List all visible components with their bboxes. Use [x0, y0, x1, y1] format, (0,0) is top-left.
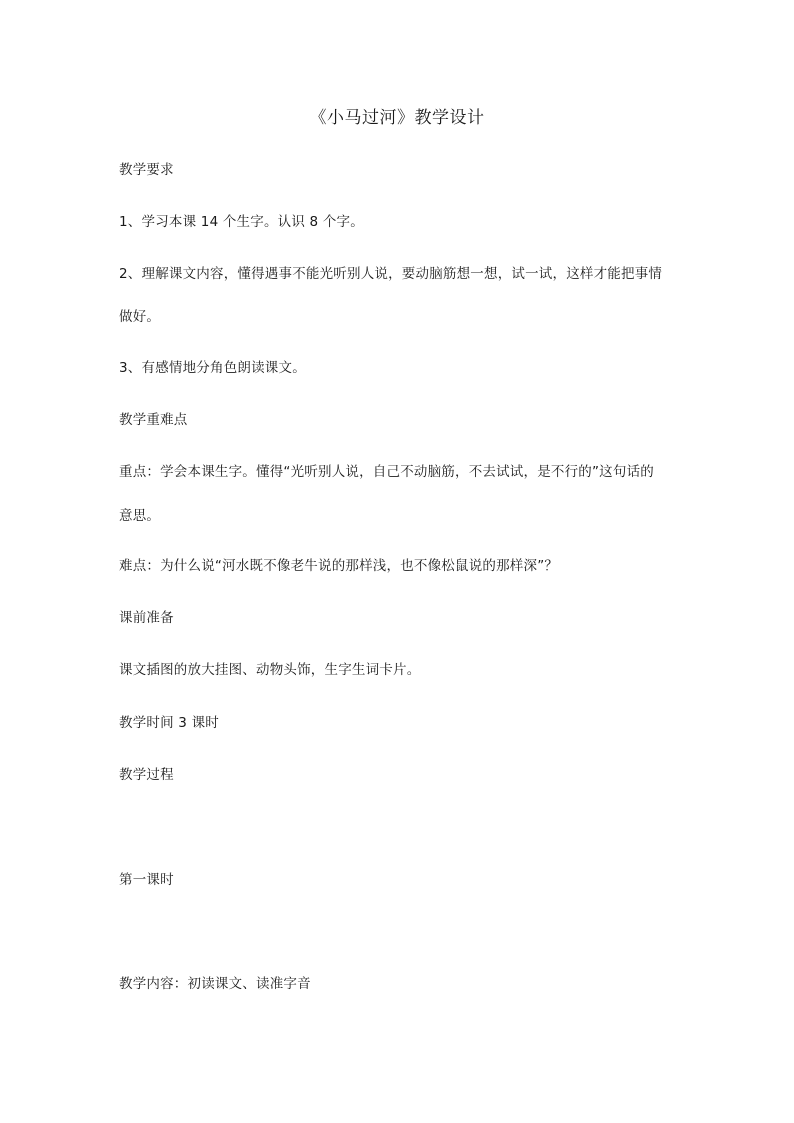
teaching-content: 教学内容：初读课文、读准字音 [119, 976, 311, 992]
heading-first-lesson: 第一课时 [119, 872, 174, 888]
difficult-point: 难点：为什么说“河水既不像老牛说的那样浅，也不像松鼠说的那样深”？ [119, 558, 559, 574]
preparation-content: 课文插图的放大挂图、动物头饰，生字生词卡片。 [119, 662, 421, 678]
requirement-1: 1、学习本课 14 个生字。认识 8 个字。 [119, 214, 364, 230]
key-point: 重点：学会本课生字。懂得“光听别人说，自己不动脑筋，不去试试，是不行的”这句话的 [119, 464, 654, 480]
document-title: 《小马过河》教学设计 [309, 108, 485, 128]
heading-preparation: 课前准备 [119, 610, 174, 626]
teaching-time: 教学时间 3 课时 [119, 715, 219, 731]
requirement-2-continued: 做好。 [119, 309, 161, 325]
key-point-continued: 意思。 [119, 508, 161, 524]
requirement-3: 3、有感情地分角色朗读课文。 [119, 360, 306, 376]
requirement-2: 2、理解课文内容，懂得遇事不能光听别人说，要动脑筋想一想，试一试，这样才能把事情 [119, 266, 663, 282]
heading-teaching-requirements: 教学要求 [119, 162, 174, 178]
heading-teaching-process: 教学过程 [119, 767, 174, 783]
heading-key-difficult-points: 教学重难点 [119, 412, 188, 428]
